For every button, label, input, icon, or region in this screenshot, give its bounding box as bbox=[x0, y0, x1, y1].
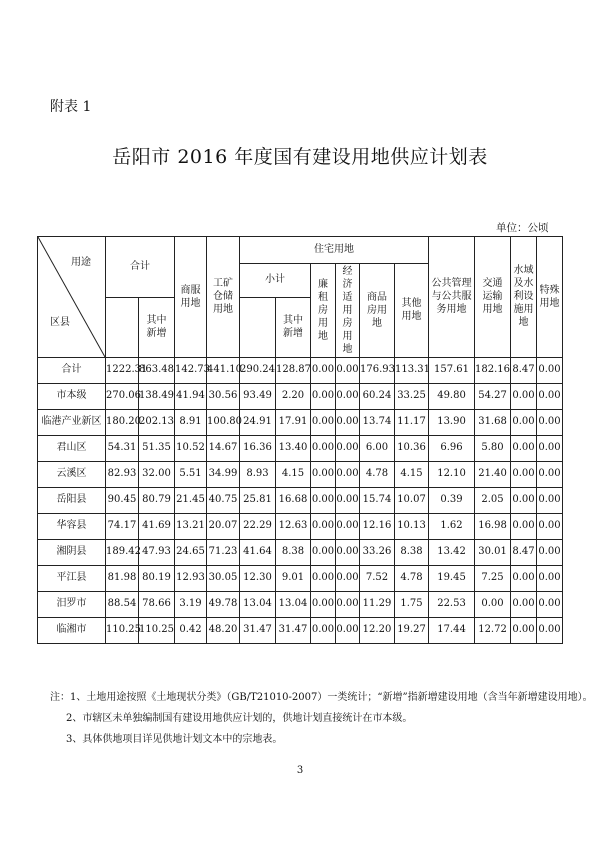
header-industrial: 工矿仓储用地 bbox=[207, 237, 240, 358]
table-cell: 202.13 bbox=[139, 410, 175, 436]
table-cell: 441.10 bbox=[207, 358, 240, 384]
table-cell: 49.80 bbox=[429, 384, 475, 410]
table-cell: 10.13 bbox=[395, 514, 429, 540]
row-district-name: 汨罗市 bbox=[38, 592, 106, 618]
row-district-name: 君山区 bbox=[38, 436, 106, 462]
header-low-rent: 廉租房用地 bbox=[311, 264, 336, 358]
land-supply-table bbox=[37, 236, 563, 644]
row-district-name: 市本级 bbox=[38, 384, 106, 410]
table-cell: 31.68 bbox=[475, 410, 511, 436]
header-res-left-blank bbox=[240, 298, 276, 358]
table-cell: 22.53 bbox=[429, 592, 475, 618]
table-cell: 5.80 bbox=[475, 436, 511, 462]
appendix-label: 附表 1 bbox=[50, 99, 92, 115]
table-cell: 8.93 bbox=[240, 462, 276, 488]
table-cell: 74.17 bbox=[106, 514, 139, 540]
table-cell: 1.75 bbox=[395, 592, 429, 618]
table-body bbox=[38, 358, 563, 644]
table-row bbox=[38, 462, 563, 488]
table-cell: 0.00 bbox=[511, 618, 537, 644]
table-cell: 0.00 bbox=[336, 592, 360, 618]
table-cell: 16.68 bbox=[276, 488, 311, 514]
row-district-name: 云溪区 bbox=[38, 462, 106, 488]
table-cell: 30.56 bbox=[207, 384, 240, 410]
table-cell: 12.93 bbox=[175, 566, 207, 592]
table-cell: 157.61 bbox=[429, 358, 475, 384]
table-cell: 11.29 bbox=[360, 592, 395, 618]
table-cell: 19.45 bbox=[429, 566, 475, 592]
header-water: 水域及水利设施用地 bbox=[511, 237, 537, 358]
table-cell: 1222.31 bbox=[106, 358, 139, 384]
table-cell: 49.78 bbox=[207, 592, 240, 618]
table-cell: 31.47 bbox=[276, 618, 311, 644]
table-cell: 5.51 bbox=[175, 462, 207, 488]
diagonal-line bbox=[38, 237, 105, 357]
table-cell: 189.42 bbox=[106, 540, 139, 566]
row-district-name: 合计 bbox=[38, 358, 106, 384]
table-cell: 8.38 bbox=[276, 540, 311, 566]
table-cell: 80.19 bbox=[139, 566, 175, 592]
table-cell: 33.26 bbox=[360, 540, 395, 566]
table-cell: 0.00 bbox=[511, 488, 537, 514]
table-cell: 0.00 bbox=[475, 592, 511, 618]
header-public: 公共管理与公共服务用地 bbox=[429, 237, 475, 358]
table-cell: 138.49 bbox=[139, 384, 175, 410]
table-cell: 0.00 bbox=[311, 384, 336, 410]
table-cell: 16.36 bbox=[240, 436, 276, 462]
header-res-subtotal: 小计 bbox=[240, 264, 311, 298]
corner-header-cell bbox=[38, 237, 106, 358]
table-row bbox=[38, 566, 563, 592]
table-cell: 182.16 bbox=[475, 358, 511, 384]
note-2: 2、市辖区未单独编制国有建设用地供应计划的，供地计划直接统计在市本级。 bbox=[66, 713, 413, 724]
table-cell: 0.00 bbox=[537, 592, 563, 618]
table-row bbox=[38, 358, 563, 384]
table-cell: 81.98 bbox=[106, 566, 139, 592]
table-cell: 0.00 bbox=[537, 488, 563, 514]
table-cell: 2.20 bbox=[276, 384, 311, 410]
table-cell: 12.72 bbox=[475, 618, 511, 644]
table-cell: 33.25 bbox=[395, 384, 429, 410]
row-district-name: 湘阴县 bbox=[38, 540, 106, 566]
table-cell: 60.24 bbox=[360, 384, 395, 410]
table-cell: 93.49 bbox=[240, 384, 276, 410]
table-cell: 0.00 bbox=[311, 540, 336, 566]
table-cell: 24.65 bbox=[175, 540, 207, 566]
page-title: 岳阳市 2016 年度国有建设用地供应计划表 bbox=[112, 146, 488, 168]
header-res-new: 其中新增 bbox=[276, 298, 311, 358]
table-cell: 30.05 bbox=[207, 566, 240, 592]
table-cell: 14.67 bbox=[207, 436, 240, 462]
table-row bbox=[38, 410, 563, 436]
header-affordable: 经济适用房用地 bbox=[336, 264, 360, 358]
table-cell: 12.16 bbox=[360, 514, 395, 540]
table-cell: 0.00 bbox=[336, 384, 360, 410]
header-commercial: 商服用地 bbox=[175, 237, 207, 358]
unit-label: 单位：公顷 bbox=[496, 222, 549, 234]
table-cell: 0.00 bbox=[311, 514, 336, 540]
header-total-new: 其中新增 bbox=[139, 298, 175, 358]
table-row bbox=[38, 592, 563, 618]
table-cell: 17.91 bbox=[276, 410, 311, 436]
table-row bbox=[38, 384, 563, 410]
row-district-name: 临港产业新区 bbox=[38, 410, 106, 436]
table-cell: 13.42 bbox=[429, 540, 475, 566]
table-cell: 2.05 bbox=[475, 488, 511, 514]
table-cell: 51.35 bbox=[139, 436, 175, 462]
table-cell: 0.00 bbox=[511, 384, 537, 410]
table-cell: 0.00 bbox=[537, 358, 563, 384]
header-special: 特殊用地 bbox=[537, 237, 563, 358]
table-cell: 7.25 bbox=[475, 566, 511, 592]
table-cell: 17.44 bbox=[429, 618, 475, 644]
notes-section bbox=[50, 690, 593, 753]
table-cell: 8.47 bbox=[511, 358, 537, 384]
table-cell: 31.47 bbox=[240, 618, 276, 644]
table-cell: 142.73 bbox=[175, 358, 207, 384]
row-district-name: 临湘市 bbox=[38, 618, 106, 644]
table-cell: 11.17 bbox=[395, 410, 429, 436]
table-cell: 88.54 bbox=[106, 592, 139, 618]
table-cell: 6.96 bbox=[429, 436, 475, 462]
table-cell: 0.00 bbox=[537, 514, 563, 540]
table-cell: 12.30 bbox=[240, 566, 276, 592]
table-cell: 0.00 bbox=[336, 462, 360, 488]
table-row bbox=[38, 514, 563, 540]
header-district: 区县 bbox=[50, 316, 70, 328]
row-district-name: 平江县 bbox=[38, 566, 106, 592]
table-cell: 10.52 bbox=[175, 436, 207, 462]
table-cell: 10.36 bbox=[395, 436, 429, 462]
table-cell: 12.20 bbox=[360, 618, 395, 644]
table-cell: 100.80 bbox=[207, 410, 240, 436]
table-cell: 0.00 bbox=[336, 514, 360, 540]
table-cell: 19.27 bbox=[395, 618, 429, 644]
table-cell: 13.04 bbox=[276, 592, 311, 618]
table-cell: 0.00 bbox=[336, 436, 360, 462]
table-cell: 6.00 bbox=[360, 436, 395, 462]
table-cell: 0.00 bbox=[311, 566, 336, 592]
table-cell: 40.75 bbox=[207, 488, 240, 514]
table-row bbox=[38, 618, 563, 644]
table-cell: 4.78 bbox=[395, 566, 429, 592]
table-cell: 0.00 bbox=[511, 436, 537, 462]
table-cell: 20.07 bbox=[207, 514, 240, 540]
table-cell: 0.00 bbox=[511, 410, 537, 436]
table-cell: 13.21 bbox=[175, 514, 207, 540]
table-cell: 71.23 bbox=[207, 540, 240, 566]
table-cell: 0.00 bbox=[537, 540, 563, 566]
table-cell: 8.91 bbox=[175, 410, 207, 436]
table-cell: 0.00 bbox=[537, 462, 563, 488]
table-cell: 0.00 bbox=[311, 436, 336, 462]
table-cell: 9.01 bbox=[276, 566, 311, 592]
table-cell: 0.00 bbox=[336, 566, 360, 592]
header-total-left-blank bbox=[106, 298, 139, 358]
table-cell: 80.79 bbox=[139, 488, 175, 514]
table-cell: 25.81 bbox=[240, 488, 276, 514]
table-cell: 4.15 bbox=[395, 462, 429, 488]
table-cell: 4.15 bbox=[276, 462, 311, 488]
row-district-name: 华容县 bbox=[38, 514, 106, 540]
table-cell: 0.00 bbox=[336, 358, 360, 384]
table-cell: 0.00 bbox=[336, 410, 360, 436]
table-cell: 290.24 bbox=[240, 358, 276, 384]
table-cell: 0.00 bbox=[511, 514, 537, 540]
table-cell: 4.78 bbox=[360, 462, 395, 488]
header-residential: 住宅用地 bbox=[240, 237, 429, 264]
table-cell: 0.00 bbox=[537, 436, 563, 462]
table-cell: 78.66 bbox=[139, 592, 175, 618]
table-cell: 3.19 bbox=[175, 592, 207, 618]
table-cell: 24.91 bbox=[240, 410, 276, 436]
table-cell: 0.39 bbox=[429, 488, 475, 514]
table-cell: 0.00 bbox=[311, 618, 336, 644]
table-cell: 82.93 bbox=[106, 462, 139, 488]
table-cell: 180.20 bbox=[106, 410, 139, 436]
table-cell: 15.74 bbox=[360, 488, 395, 514]
table-cell: 13.90 bbox=[429, 410, 475, 436]
table-cell: 0.00 bbox=[511, 592, 537, 618]
note-1: 注：1、土地用途按照《土地现状分类》（GB/T21010-2007）一类统计；“新增”指新增建设用地（含当年新增建设用地）。 bbox=[50, 692, 593, 703]
table-cell: 0.00 bbox=[537, 410, 563, 436]
header-total: 合计 bbox=[106, 237, 175, 298]
table-cell: 41.69 bbox=[139, 514, 175, 540]
table-cell: 270.06 bbox=[106, 384, 139, 410]
table-cell: 0.00 bbox=[311, 410, 336, 436]
table-cell: 32.00 bbox=[139, 462, 175, 488]
table-cell: 176.93 bbox=[360, 358, 395, 384]
table-cell: 48.20 bbox=[207, 618, 240, 644]
table-cell: 90.45 bbox=[106, 488, 139, 514]
table-cell: 13.04 bbox=[240, 592, 276, 618]
table-cell: 0.00 bbox=[537, 384, 563, 410]
table-cell: 54.31 bbox=[106, 436, 139, 462]
table-cell: 8.47 bbox=[511, 540, 537, 566]
table-cell: 13.40 bbox=[276, 436, 311, 462]
table-cell: 21.40 bbox=[475, 462, 511, 488]
table-cell: 110.25 bbox=[106, 618, 139, 644]
header-commodity: 商品房用地 bbox=[360, 264, 395, 358]
table-cell: 128.87 bbox=[276, 358, 311, 384]
table-cell: 16.98 bbox=[475, 514, 511, 540]
table-cell: 7.52 bbox=[360, 566, 395, 592]
table-cell: 0.00 bbox=[537, 566, 563, 592]
table-cell: 12.63 bbox=[276, 514, 311, 540]
table-cell: 0.42 bbox=[175, 618, 207, 644]
table-cell: 0.00 bbox=[311, 358, 336, 384]
table-cell: 110.25 bbox=[139, 618, 175, 644]
table-cell: 0.00 bbox=[511, 462, 537, 488]
header-transport: 交通运输用地 bbox=[475, 237, 511, 358]
note-3: 3、具体供地项目详见供地计划文本中的宗地表。 bbox=[66, 734, 283, 745]
header-use: 用途 bbox=[71, 257, 91, 268]
table-cell: 22.29 bbox=[240, 514, 276, 540]
table-cell: 47.93 bbox=[139, 540, 175, 566]
table-cell: 41.64 bbox=[240, 540, 276, 566]
table-cell: 41.94 bbox=[175, 384, 207, 410]
table-row bbox=[38, 436, 563, 462]
table-cell: 10.07 bbox=[395, 488, 429, 514]
table-row bbox=[38, 540, 563, 566]
table-cell: 12.10 bbox=[429, 462, 475, 488]
header-res-other: 其他用地 bbox=[395, 264, 429, 358]
table-cell: 0.00 bbox=[511, 566, 537, 592]
table-cell: 113.31 bbox=[395, 358, 429, 384]
table-cell: 34.99 bbox=[207, 462, 240, 488]
table-cell: 0.00 bbox=[311, 462, 336, 488]
table-cell: 0.00 bbox=[336, 488, 360, 514]
table-cell: 0.00 bbox=[537, 618, 563, 644]
table-cell: 21.45 bbox=[175, 488, 207, 514]
table-cell: 30.01 bbox=[475, 540, 511, 566]
table-row bbox=[38, 488, 563, 514]
table-cell: 1.62 bbox=[429, 514, 475, 540]
page-number: 3 bbox=[296, 765, 304, 776]
table-cell: 0.00 bbox=[311, 488, 336, 514]
row-district-name: 岳阳县 bbox=[38, 488, 106, 514]
table-cell: 13.74 bbox=[360, 410, 395, 436]
table-cell: 863.48 bbox=[139, 358, 175, 384]
table-cell: 0.00 bbox=[336, 540, 360, 566]
table-cell: 8.38 bbox=[395, 540, 429, 566]
table-cell: 0.00 bbox=[336, 618, 360, 644]
table-cell: 0.00 bbox=[311, 592, 336, 618]
table-cell: 54.27 bbox=[475, 384, 511, 410]
